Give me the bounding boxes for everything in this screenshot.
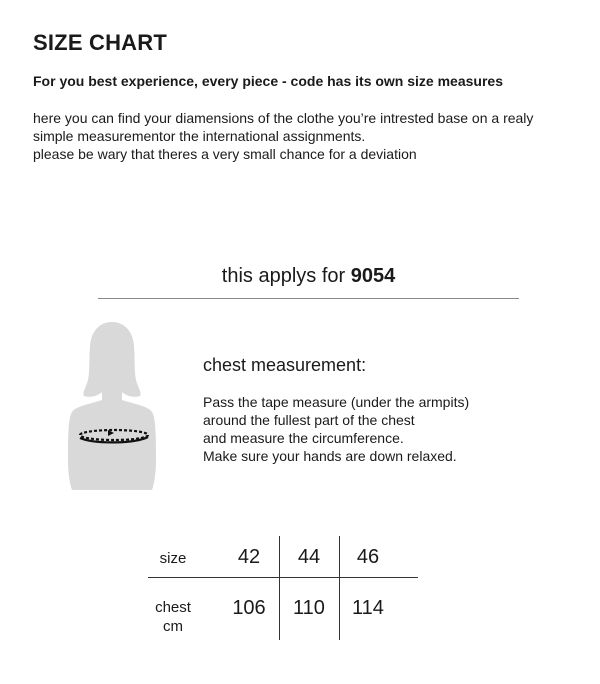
instruction-line: Make sure your hands are down relaxed. bbox=[203, 448, 457, 464]
product-code: 9054 bbox=[350, 265, 396, 287]
size-value: 46 bbox=[356, 546, 380, 568]
chest-row-label bbox=[148, 598, 198, 636]
torso-figure-icon bbox=[64, 320, 160, 492]
chest-value: 106 bbox=[232, 597, 266, 619]
chest-value: 114 bbox=[352, 597, 384, 619]
measurement-title: chest measurement: bbox=[203, 355, 367, 375]
applies-heading bbox=[98, 265, 519, 288]
intro-line: simple measurementor the international assignments. bbox=[33, 128, 366, 144]
chest-unit: cm bbox=[163, 618, 183, 635]
body-shape bbox=[68, 400, 156, 490]
size-value: 44 bbox=[297, 546, 321, 568]
instruction-line: Pass the tape measure (under the armpits) bbox=[203, 394, 470, 410]
page-subtitle: For you best experience, every piece - code has its own size measures bbox=[33, 73, 503, 89]
table-row-divider bbox=[148, 577, 418, 578]
measurement-instructions bbox=[203, 393, 469, 465]
intro-text bbox=[33, 109, 593, 163]
size-table bbox=[148, 536, 418, 640]
intro-line: here you can find your diamensions of the clothe you’re intrested base on a realy bbox=[33, 110, 534, 126]
instruction-line: around the fullest part of the chest bbox=[203, 412, 415, 428]
applies-prefix: this applys for bbox=[221, 265, 351, 287]
page-title: SIZE CHART bbox=[33, 30, 167, 55]
chest-value: 110 bbox=[293, 597, 325, 619]
instruction-line: and measure the circumference. bbox=[203, 430, 404, 446]
size-row-label: size bbox=[159, 550, 187, 567]
chest-label: chest bbox=[155, 599, 191, 616]
intro-line: please be wary that theres a very small chance for a deviation bbox=[33, 146, 417, 162]
size-value: 42 bbox=[237, 546, 261, 568]
section-divider bbox=[98, 298, 519, 299]
table-column-divider bbox=[279, 536, 280, 640]
table-column-divider bbox=[339, 536, 340, 640]
